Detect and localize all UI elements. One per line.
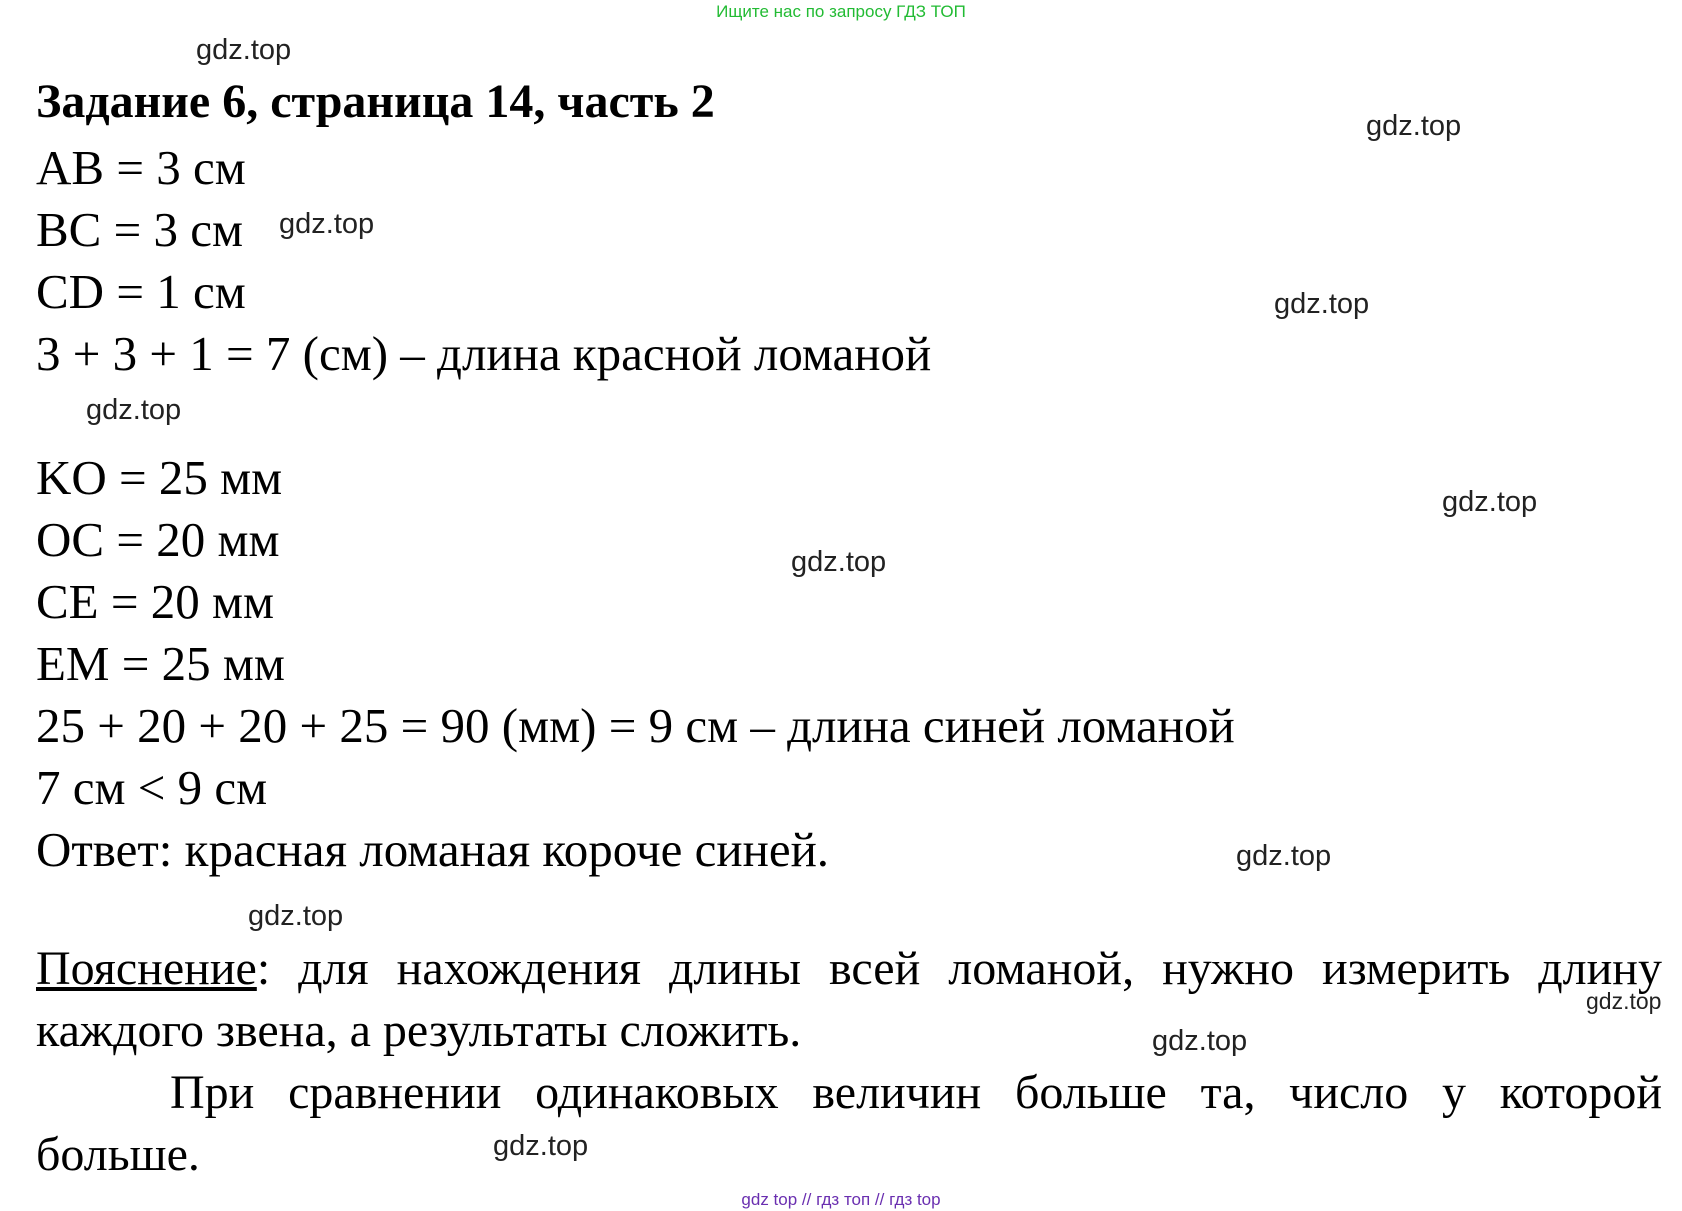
watermark: gdz.top — [1366, 110, 1462, 142]
watermark: gdz.top — [1586, 988, 1662, 1014]
segment-bc: BC = 3 см — [36, 202, 244, 257]
watermark: gdz.top — [86, 394, 182, 426]
watermark: gdz.top — [1236, 840, 1332, 872]
footer-links: gdz top // гдз топ // гдз top — [741, 1190, 941, 1209]
segment-oc: OC = 20 мм — [36, 512, 280, 567]
watermark: gdz.top — [248, 900, 344, 932]
watermark: gdz.top — [196, 34, 292, 66]
watermark: gdz.top — [279, 208, 375, 240]
explanation-label: Пояснение — [36, 942, 257, 995]
blue-polyline-sum: 25 + 20 + 20 + 25 = 90 (мм) = 9 см – длина синей ломаной — [36, 698, 1235, 753]
segment-ko: KO = 25 мм — [36, 450, 283, 505]
red-polyline-sum: 3 + 3 + 1 = 7 (см) – длина красной ломаной — [36, 326, 932, 381]
segment-ce: CE = 20 мм — [36, 574, 275, 629]
segment-em: EM = 25 мм — [36, 636, 285, 691]
task-title: Задание 6, страница 14, часть 2 — [36, 75, 715, 128]
watermark: gdz.top — [493, 1130, 589, 1162]
rule-text: При сравнении одинаковых величин больше та, число у которой больше. — [36, 1066, 1662, 1181]
watermark: gdz.top — [791, 546, 887, 578]
answer: Ответ: красная ломаная короче синей. — [36, 822, 830, 877]
segment-ab: AB = 3 см — [36, 140, 246, 195]
explanation-paragraph — [36, 938, 1662, 1062]
segment-cd: CD = 1 см — [36, 264, 246, 319]
watermark: gdz.top — [1442, 486, 1538, 518]
watermark: gdz.top — [1274, 288, 1370, 320]
comparison: 7 см < 9 см — [36, 760, 268, 815]
watermark: gdz.top — [1152, 1025, 1248, 1057]
explanation-text: : для нахождения длины всей ломаной, нужно измерить длину каждого звена, а результаты сложить. — [36, 942, 1662, 1057]
top-search-banner: Ищите нас по запросу ГДЗ ТОП — [716, 2, 966, 21]
rule-paragraph — [36, 1062, 1662, 1186]
